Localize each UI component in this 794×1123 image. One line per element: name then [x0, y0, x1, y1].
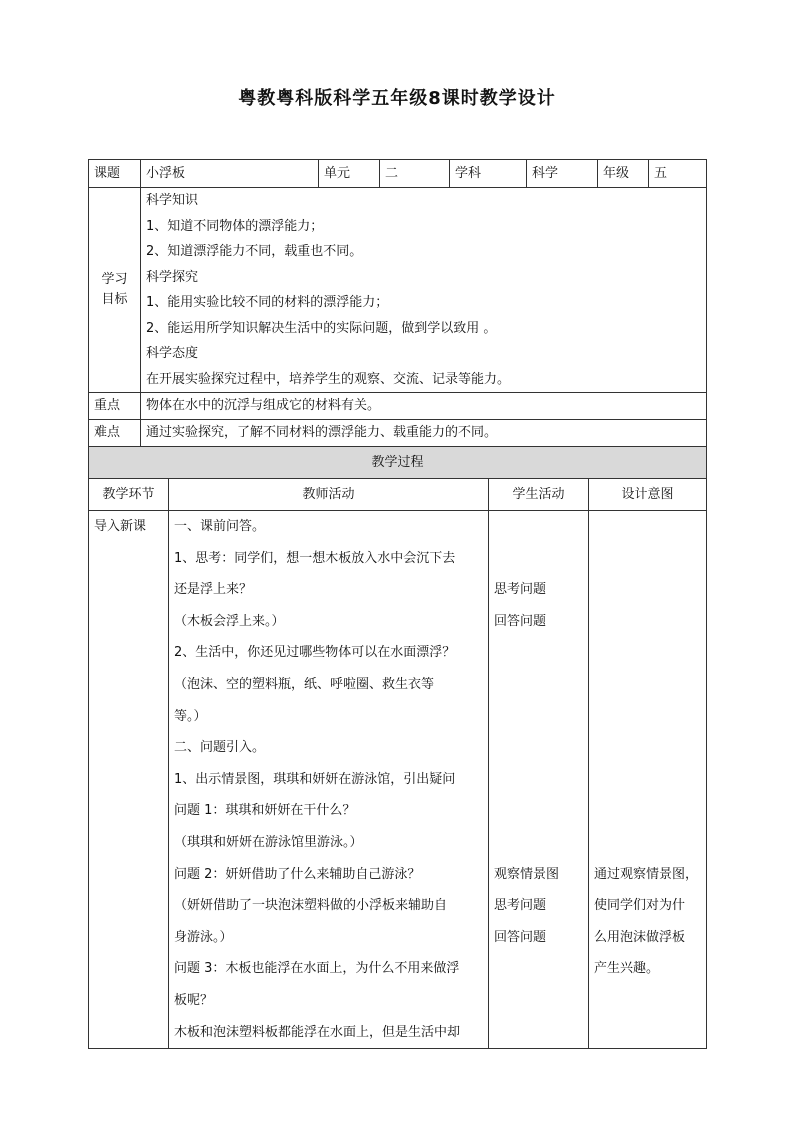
difficulty-label: 难点 [89, 420, 141, 447]
process-header-row [89, 447, 707, 479]
teacher-line: （泡沫、空的塑料瓶，纸、呼啦圈、救生衣等 [174, 676, 435, 692]
intent-line [594, 795, 701, 827]
teacher-line: 问题 3：木板也能浮在水面上，为什么不用来做浮 [174, 961, 460, 977]
teacher-line: 二、问题引入。 [174, 740, 266, 756]
design-intent-cell [589, 511, 707, 1049]
intent-line [594, 985, 701, 1017]
topic-label: 课题 [89, 160, 141, 188]
page-title: 粤教粤科版科学五年级8课时教学设计 [238, 88, 556, 109]
column-header-stage: 教学环节 [89, 479, 169, 511]
teacher-line: 还是浮上来？ [174, 582, 253, 598]
teacher-line: 2、生活中，你还见过哪些物体可以在水面漂浮？ [174, 645, 456, 661]
objectives-row [89, 188, 707, 393]
student-line [494, 543, 583, 575]
teacher-line: 问题 1：琪琪和妍妍在干什么？ [174, 803, 356, 819]
student-line: 回答问题 [494, 613, 547, 629]
objective-line: 在开展实验探究过程中，培养学生的观察、交流、记录等能力。 [146, 371, 511, 387]
teacher-line: 板呢？ [174, 992, 214, 1008]
unit-value: 二 [380, 160, 450, 188]
student-line: 观察情景图 [494, 866, 560, 882]
student-line [494, 669, 583, 701]
column-header-intent: 设计意图 [589, 479, 707, 511]
student-activity-cell [489, 511, 589, 1049]
difficulty-row [89, 420, 707, 447]
student-line [494, 985, 583, 1017]
objective-line: 科学态度 [146, 346, 199, 361]
student-line [494, 511, 583, 543]
column-header-student: 学生活动 [489, 479, 589, 511]
lesson-info-table [88, 159, 707, 447]
teacher-line: 身游泳。） [174, 929, 233, 945]
intent-line: 通过观察情景图， [594, 866, 699, 882]
intent-line [594, 637, 701, 669]
intent-line [594, 543, 701, 575]
teacher-line: 木板和泡沫塑料板都能浮在水面上，但是生活中却 [174, 1024, 461, 1040]
teacher-line: 问题 2：妍妍借助了什么来辅助自己游泳？ [174, 866, 421, 882]
student-line [494, 1017, 583, 1049]
intent-line: 使同学们对为什 [594, 898, 686, 914]
student-line [494, 795, 583, 827]
intent-line [594, 827, 701, 859]
objectives-label-line: 学习 [101, 272, 128, 287]
teacher-line: 等。） [174, 708, 207, 724]
student-line [494, 637, 583, 669]
teacher-line: （琪琪和妍妍在游泳馆里游泳。） [174, 834, 363, 850]
intent-line [594, 1017, 701, 1049]
intent-line: 么用泡沫做浮板 [594, 929, 686, 945]
objective-line: 科学知识 [146, 193, 199, 208]
objectives-label [89, 188, 141, 393]
topic-value: 小浮板 [141, 160, 319, 188]
objective-line: 2、能运用所学知识解决生活中的实际问题，做到学以致用 。 [146, 320, 497, 336]
student-line: 回答问题 [494, 929, 547, 945]
student-line: 思考问题 [494, 582, 547, 598]
student-line: 思考问题 [494, 898, 547, 914]
intent-line [594, 701, 701, 733]
student-line [494, 827, 583, 859]
key-point-text: 物体在水中的沉浮与组成它的材料有关。 [141, 393, 707, 420]
info-row [89, 160, 707, 188]
intent-line [594, 764, 701, 796]
difficulty-text: 通过实验探究，了解不同材料的漂浮能力、载重能力的不同。 [141, 420, 707, 447]
student-line [494, 701, 583, 733]
objectives-content [141, 188, 707, 393]
teacher-line: （木板会浮上来。） [174, 613, 285, 629]
grade-value: 五 [649, 160, 707, 188]
teacher-line: 1、思考：同学们，想一想木板放入水中会沉下去 [174, 550, 456, 566]
subject-label: 学科 [450, 160, 527, 188]
process-column-row [89, 479, 707, 511]
intent-line [594, 669, 701, 701]
key-point-row [89, 393, 707, 420]
teacher-line: （妍妍借助了一块泡沫塑料做的小浮板来辅助自 [174, 898, 448, 914]
key-point-label: 重点 [89, 393, 141, 420]
teacher-activity-cell [169, 511, 489, 1049]
grade-label: 年级 [598, 160, 649, 188]
teacher-line: 1、出示情景图，琪琪和妍妍在游泳馆，引出疑问 [174, 771, 456, 787]
objective-line: 1、知道不同物体的漂浮能力； [146, 218, 324, 234]
teacher-line: 一、课前问答。 [174, 519, 266, 534]
intent-line [594, 574, 701, 606]
stage-cell [89, 511, 169, 1049]
unit-label: 单元 [319, 160, 380, 188]
intent-line [594, 606, 701, 638]
subject-value: 科学 [527, 160, 598, 188]
objectives-label-line: 目标 [101, 292, 128, 307]
teaching-process-table [88, 446, 707, 1049]
column-header-teacher: 教师活动 [169, 479, 489, 511]
student-line [494, 732, 583, 764]
student-line [494, 764, 583, 796]
objective-line: 1、能用实验比较不同的材料的漂浮能力； [146, 295, 389, 310]
process-header: 教学过程 [89, 447, 707, 479]
process-body-row [89, 511, 707, 1049]
intent-line [594, 511, 701, 543]
stage-name: 导入新课 [94, 519, 147, 534]
student-line [494, 953, 583, 985]
objective-line: 2、知道漂浮能力不同，载重也不同。 [146, 244, 363, 259]
objective-line: 科学探究 [146, 269, 199, 285]
intent-line [594, 732, 701, 764]
intent-line: 产生兴趣。 [594, 961, 660, 977]
